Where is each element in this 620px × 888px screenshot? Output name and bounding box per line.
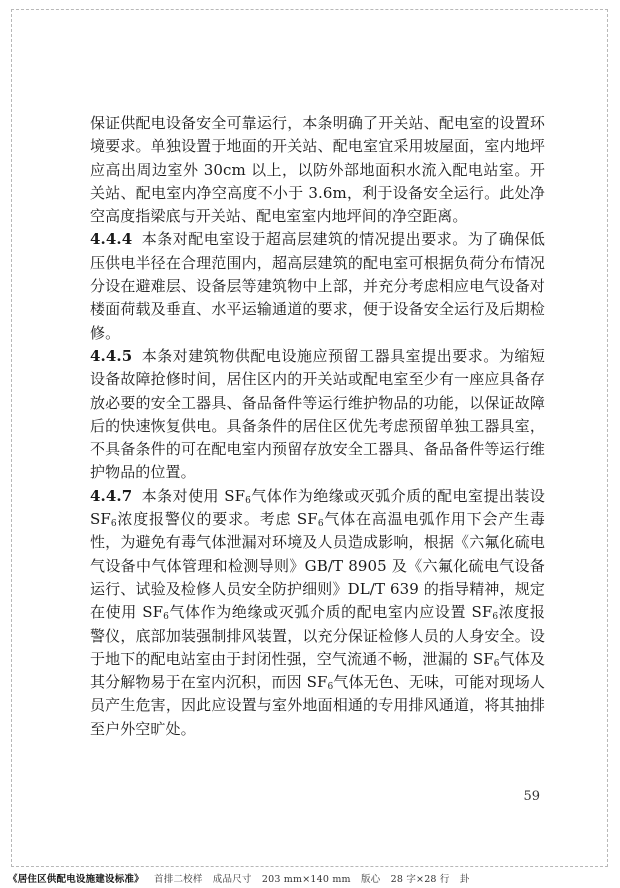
paragraph-text: 浓度报警仪，底部加装强制排风装置，以充分保证检修人员的人身安全。设于地下的配电站室由于封闭性强，空气流通不畅，泄漏的 SF: [90, 603, 545, 668]
paragraph-text: 保证供配电设备安全可靠运行，本条明确了开关站、配电室的设置环境要求。单独设置于地面的开关站、配电室宜采用坡屋面，室内地坪应高出周边室外 30cm 以上，以防外部地面积水流入配电站室。开关站、配电室内净空高度不小于 3.6m，利于设备安全运行。此处净空高度指梁底与开关站、配电室室内地坪间的净空距离。: [90, 114, 545, 226]
paragraph-text: 气体及其分解物易于在室内沉积，而因 SF: [90, 649, 545, 692]
section-number: 4.4.7: [90, 486, 133, 505]
paragraph-text: 本条对建筑物供配电设施应预留工器具室提出要求。为缩短设备故障抢修时间，居住区内的开关站或配电室至少有一座应具备存放必要的安全工器具、备品备件等运行维护物品的功能，以保证故障后的快速恢复供电。具备条件的居住区优先考虑预留单独工器具室，不具备条件的可在配电室内预留存放安全工器具、备品备件等运行维护物品的位置。: [90, 346, 545, 482]
subscript: 6: [245, 495, 251, 506]
paragraph-4-4-7: [90, 485, 545, 741]
paragraph-4-4-4: [90, 228, 545, 344]
paragraph-continuation: [90, 112, 545, 228]
section-number: 4.4.5: [90, 346, 133, 365]
subscript: 6: [327, 682, 334, 693]
paragraph-text: 气体作为绝缘或灭弧介质的配电室内应设置 SF: [168, 603, 493, 622]
footer-size-value: 203 mm×140 mm: [261, 874, 351, 885]
footer-book-title: 《居住区供配电设施建设标准》: [8, 874, 144, 885]
paragraph-4-4-5: [90, 345, 545, 485]
subscript: 6: [110, 519, 117, 530]
paragraph-text: 本条对配电室设于超高层建筑的情况提出要求。为了确保低压供电半径在合理范围内，超高层建筑的配电室可根据负荷分布情况分设在避难层、设备层等建筑物中上部，并充分考虑相应电气设备对楼面荷载及垂直、水平运输通道的要求，便于设备安全运行及后期检修。: [90, 230, 545, 342]
paragraph-text: 本条对使用 SF: [141, 486, 246, 505]
paragraph-text: 气体无色、无味，可能对现场人员产生危害，因此应设置与室外地面相通的专用排风通道，将其抽排至户外空旷处。: [90, 673, 545, 738]
subscript: 6: [317, 519, 324, 530]
footer-size-label: 成品尺寸: [212, 874, 252, 885]
section-number: 4.4.4: [90, 230, 133, 249]
footer-core-label: 版心: [360, 874, 381, 885]
footer-core-value: 28 字×28 行: [390, 874, 450, 885]
subscript: 6: [493, 658, 500, 669]
subscript: 6: [163, 612, 169, 623]
paragraph-text: 气体在高温电弧作用下会产生毒性，为避免有毒气体泄漏对环境及人员造成影响，根据《六氟化硫电气设备中气体管理和检测导则》GB/T 8905 及《六氟化硫电气设备运行、试验及检修人员安全防护细则》DL/T 639 的指导精神，规定在使用 SF: [90, 510, 545, 622]
page-number: 59: [523, 789, 540, 804]
paragraph-text: 浓度报警仪的要求。考虑 SF: [116, 510, 318, 529]
footer-extra: 卦: [459, 874, 470, 885]
subscript: 6: [492, 612, 499, 623]
print-footer: [8, 871, 612, 885]
footer-proof-label: 首排二校样: [154, 874, 203, 885]
document-body: [90, 112, 545, 741]
paragraph-text: 气体作为绝缘或灭弧介质的配电室提出装设 SF: [90, 486, 545, 529]
